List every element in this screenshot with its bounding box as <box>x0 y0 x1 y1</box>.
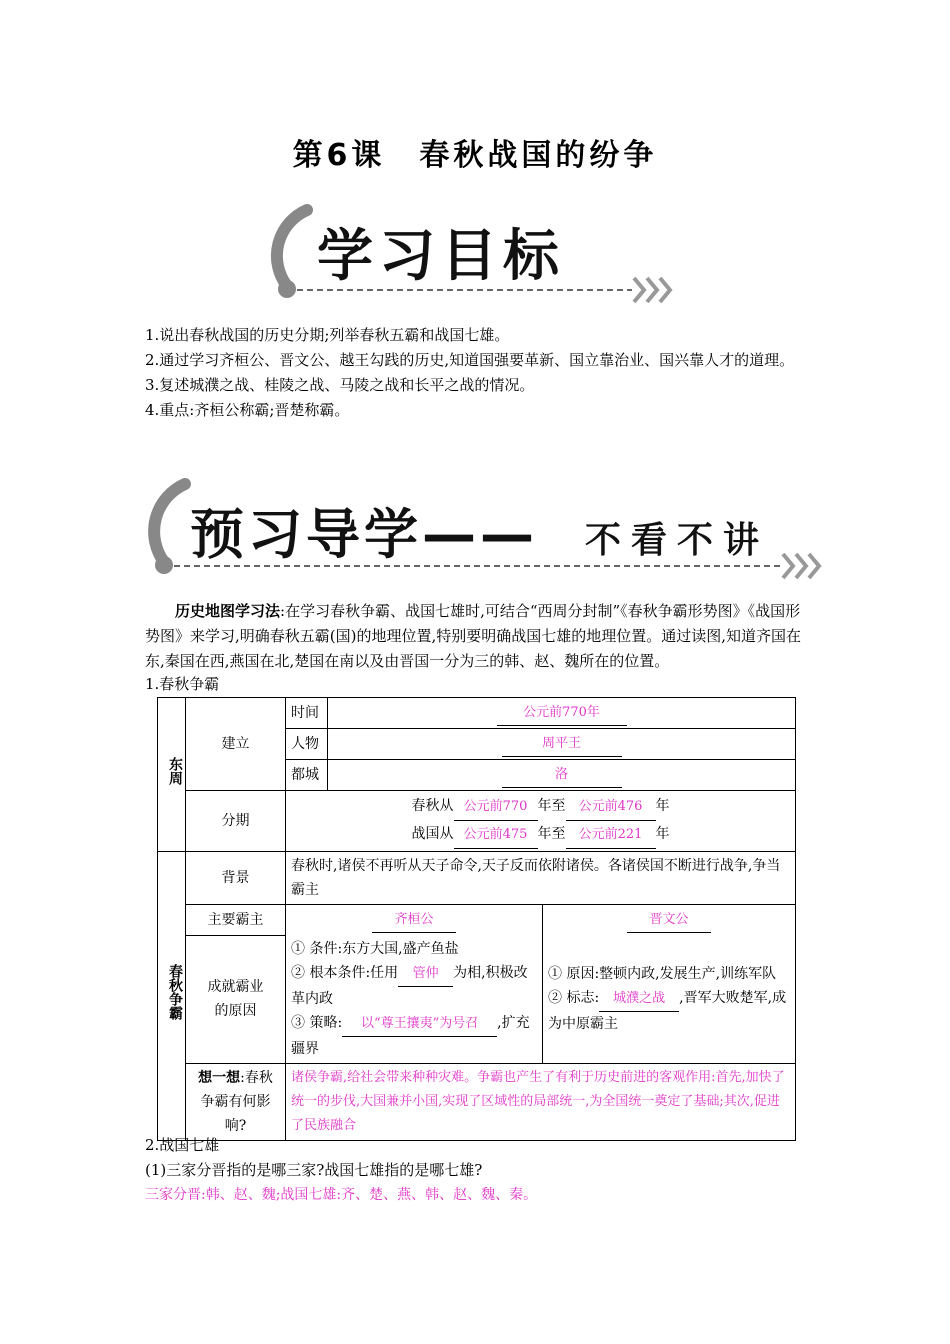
cq-to-answer: 公元前476 <box>566 793 656 821</box>
reason-label: 成就霸业的原因 <box>186 935 286 1064</box>
beijing-text: 春秋时,诸侯不再听从天子命令,天子反而依附诸侯。各诸侯国不断进行战争,争当霸主 <box>286 852 796 905</box>
dongzhou-cell <box>158 698 186 852</box>
bazhu-label: 主要霸主 <box>186 905 286 936</box>
spring-autumn-table <box>157 697 796 1141</box>
chunqiu-cell <box>158 852 186 1141</box>
qi-reason-3-answer: 以“尊王攘夷”为号召 <box>342 1012 497 1037</box>
jianli-label: 建立 <box>186 698 286 791</box>
zg-from-answer: 公元前475 <box>454 821 538 849</box>
objective-item: 4.重点:齐桓公称霸;晋楚称霸。 <box>145 401 350 419</box>
think-question-text: :春秋争霸有何影响? <box>200 1070 273 1134</box>
banner-objectives <box>262 198 692 308</box>
think-question <box>186 1064 286 1141</box>
think-label: 想一想 <box>198 1070 241 1086</box>
mid-text: 年至 <box>537 798 566 814</box>
time-answer: 公元前770年 <box>497 701 627 726</box>
ba2-answer: 晋文公 <box>627 908 711 933</box>
qi-reason-3a: ③ 策略: <box>291 1015 343 1031</box>
time-label: 时间 <box>286 698 328 729</box>
method-text: :在学习春秋争霸、战国七雄时,可结合“西周分封制”《春秋争霸形势图》《战国形势图》来学习,明确春秋五霸(国)的地理位置,特别要明确战国七雄的地理位置。通过读图,知道齐国在东,秦国在西,燕国在北,楚国在南以及由晋国一分为三的韩、赵、魏所在的位置。 <box>145 602 802 670</box>
person-label: 人物 <box>286 729 328 760</box>
capital-answer: 洛 <box>502 763 622 788</box>
objective-item: 2.通过学习齐桓公、晋文公、越王勾践的历史,知道国强要革新、国立靠治业、国兴靠人才的道理。 <box>145 351 795 369</box>
objective-item: 3.复述城濮之战、桂陵之战、马陵之战和长平之战的情况。 <box>145 376 535 394</box>
qi-reason-2b: 为相,积极改革内政 <box>291 965 528 1007</box>
section-heading-2: 2.战国七雄 <box>145 1136 220 1154</box>
qi-reasons <box>286 935 543 1064</box>
qi-reason-2a: ② 根本条件:任用 <box>291 965 399 981</box>
jin-reasons <box>543 935 796 1064</box>
banner-preview-title: 预习导学—— <box>190 503 538 566</box>
fenqi-label: 分期 <box>186 791 286 852</box>
cq-prefix: 春秋从 <box>411 798 454 814</box>
banner-objectives-title: 学习目标 <box>317 224 565 289</box>
mid-text: 年至 <box>537 826 566 842</box>
chunqiu-label: 春秋争霸 <box>167 964 183 1020</box>
question-1: (1)三家分晋指的是哪三家?战国七雄指的是哪七雄? <box>145 1161 483 1179</box>
zg-to-answer: 公元前221 <box>566 821 656 849</box>
answer-1: 三家分晋:韩、赵、魏;战国七雄:齐、楚、燕、韩、赵、魏、秦。 <box>145 1187 538 1203</box>
beijing-label: 背景 <box>186 852 286 905</box>
banner-preview <box>140 470 840 585</box>
capital-label: 都城 <box>286 760 328 791</box>
think-answer: 诸侯争霸,给社会带来种种灾难。争霸也产生了有利于历史前进的客观作用:首先,加快了统一的步伐,大国兼并小国,实现了区域性的局部统一,为全国统一奠定了基础;其次,促进了民族融合 <box>286 1064 796 1141</box>
banner-preview-subtitle: 不看不讲 <box>585 520 770 561</box>
page-title: 第6课 春秋战国的纷争 <box>292 138 658 173</box>
qi-reason-1: ① 条件:东方大国,盛产鱼盐 <box>291 941 459 957</box>
zg-prefix: 战国从 <box>411 826 454 842</box>
jin-reason-2-answer: 城濮之战 <box>599 987 679 1012</box>
dongzhou-label: 东周 <box>167 756 183 785</box>
nian-text: 年 <box>655 798 670 814</box>
jin-reason-1: ① 原因:整顿内政,发展生产,训练军队 <box>548 966 777 982</box>
qi-reason-2-answer: 管仲 <box>398 962 453 987</box>
period-cell <box>286 791 796 852</box>
objectives-list <box>145 323 815 423</box>
qi-reason-3b: ,扩充疆界 <box>291 1015 530 1057</box>
person-answer: 周平王 <box>502 732 622 757</box>
method-label: 历史地图学习法 <box>175 602 281 620</box>
section-heading-1: 1.春秋争霸 <box>145 675 220 693</box>
jin-reason-2b: ,晋军大败楚军,成为中原霸主 <box>548 990 787 1032</box>
jin-reason-2a: ② 标志: <box>548 990 600 1006</box>
nian-text: 年 <box>655 826 670 842</box>
cq-from-answer: 公元前770 <box>454 793 538 821</box>
method-paragraph <box>145 599 815 674</box>
ba1-answer: 齐桓公 <box>372 908 456 933</box>
objective-item: 1.说出春秋战国的历史分期;列举春秋五霸和战国七雄。 <box>145 326 510 344</box>
